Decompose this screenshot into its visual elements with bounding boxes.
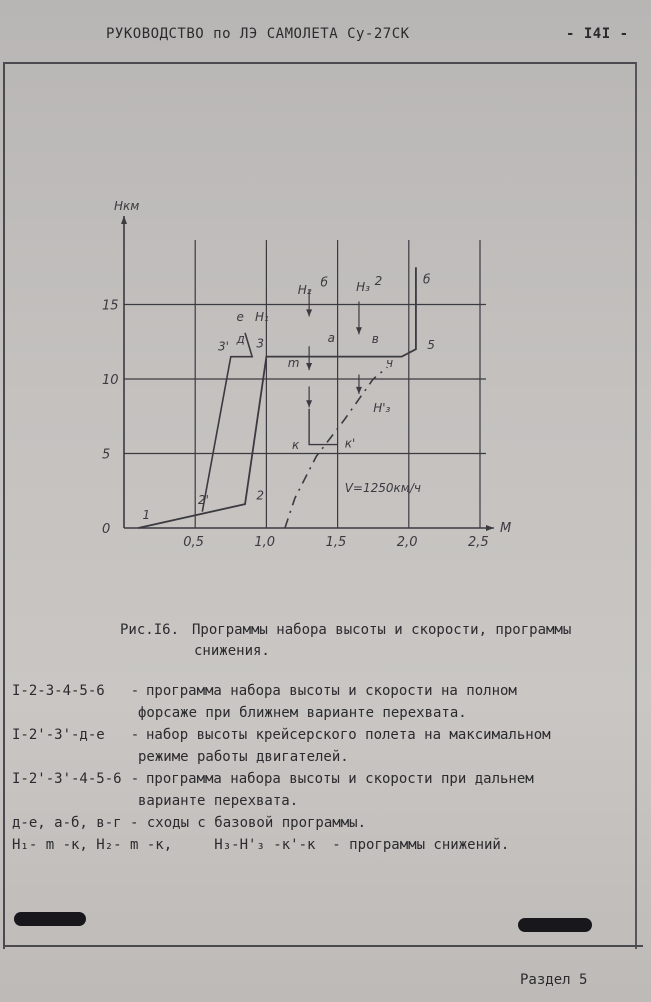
series-line [202, 333, 252, 512]
point-label: к' [344, 436, 356, 451]
legend-continuation: форсаже при ближнем варианте перехвата. [138, 705, 467, 721]
x-tick-label: 2,0 [396, 535, 418, 550]
legend-text: набор высоты крейсерского полета на максимальном [146, 727, 551, 743]
point-label: 1 [142, 508, 151, 523]
legend-key: I-2'-3'-д-е [12, 727, 105, 743]
caption-line-2: снижения. [194, 643, 270, 659]
y-axis-label: Hкм [114, 199, 140, 213]
descent-arrowhead [356, 387, 362, 394]
point-label: 3' [217, 339, 229, 354]
section-footer: Раздел 5 [520, 972, 588, 988]
point-label: е [236, 309, 244, 324]
y-axis-arrow [121, 216, 127, 224]
x-tick-label: 1,0 [254, 535, 276, 550]
right-black-bar [518, 918, 592, 932]
x-axis-label: M [500, 521, 512, 536]
x-tick-label: 1,5 [325, 535, 347, 550]
x-tick-label: 0,5 [183, 535, 204, 550]
left-black-bar [14, 912, 86, 926]
point-label: m [287, 356, 300, 371]
point-label: 2 [374, 274, 383, 289]
figure-caption [120, 620, 600, 662]
point-label: к [292, 438, 300, 453]
descent-arrowhead [306, 363, 312, 370]
point-label: 2 [256, 488, 265, 503]
caption-line-1: Программы набора высоты и скорости, программы [192, 622, 572, 638]
point-label: H₂ [297, 283, 312, 298]
point-label: б [423, 272, 431, 287]
legend-key: I-2'-3'-4-5-6 [12, 771, 122, 787]
legend-continuation: варианте перехвата. [138, 793, 299, 809]
point-label: а [327, 330, 335, 345]
note-line-1: д-е, а-б, в-г - сходы с базовой программы. [12, 815, 367, 831]
legend-dash: - [130, 683, 140, 699]
point-label: 3 [256, 336, 265, 351]
point-label: H'₃ [373, 400, 391, 415]
legend-dash: - [130, 771, 140, 787]
descent-arrowhead [306, 309, 312, 316]
legend-continuation: режиме работы двигателей. [138, 749, 349, 765]
legend-item [12, 680, 632, 702]
series-line [309, 409, 337, 445]
x-axis-arrow [486, 525, 494, 531]
descent-arrowhead [356, 327, 362, 334]
legend-text: программа набора высоты и скорости на полном [146, 683, 517, 699]
legend-item [12, 768, 632, 790]
legend-key: I-2-3-4-5-6 [12, 683, 105, 699]
legend-item [12, 724, 632, 746]
page-number: - I4I - [566, 26, 629, 42]
point-label: ч [386, 356, 394, 371]
point-label: в [371, 332, 379, 347]
note-line-2: H₁- m -к, H₂- m -к, H₃-H'₃ -к'-к - программы снижений. [12, 837, 510, 853]
header-title: РУКОВОДСТВО по ЛЭ САМОЛЕТА Су-27СК [106, 26, 410, 42]
y-tick-label: 5 [102, 447, 111, 463]
legend-dash: - [130, 727, 140, 743]
legend-text: программа набора высоты и скорости при дальнем [146, 771, 534, 787]
series-line [285, 367, 391, 528]
descent-arrowhead [306, 400, 312, 407]
point-label: H₁ [255, 309, 269, 324]
point-label: 2' [198, 493, 209, 508]
figure-number: Рис.I6. [120, 622, 180, 638]
x-tick-label: 2,5 [468, 535, 489, 550]
point-label: V=1250км/ч [344, 481, 421, 496]
y-tick-label: 10 [102, 373, 119, 388]
point-label: H₃ [356, 280, 370, 295]
point-label: д [236, 332, 245, 347]
y-tick-label: 0 [102, 522, 111, 537]
point-label: 5 [427, 338, 435, 353]
legend-block [12, 680, 632, 856]
y-tick-label: 15 [102, 298, 119, 314]
point-label: б [320, 275, 328, 290]
